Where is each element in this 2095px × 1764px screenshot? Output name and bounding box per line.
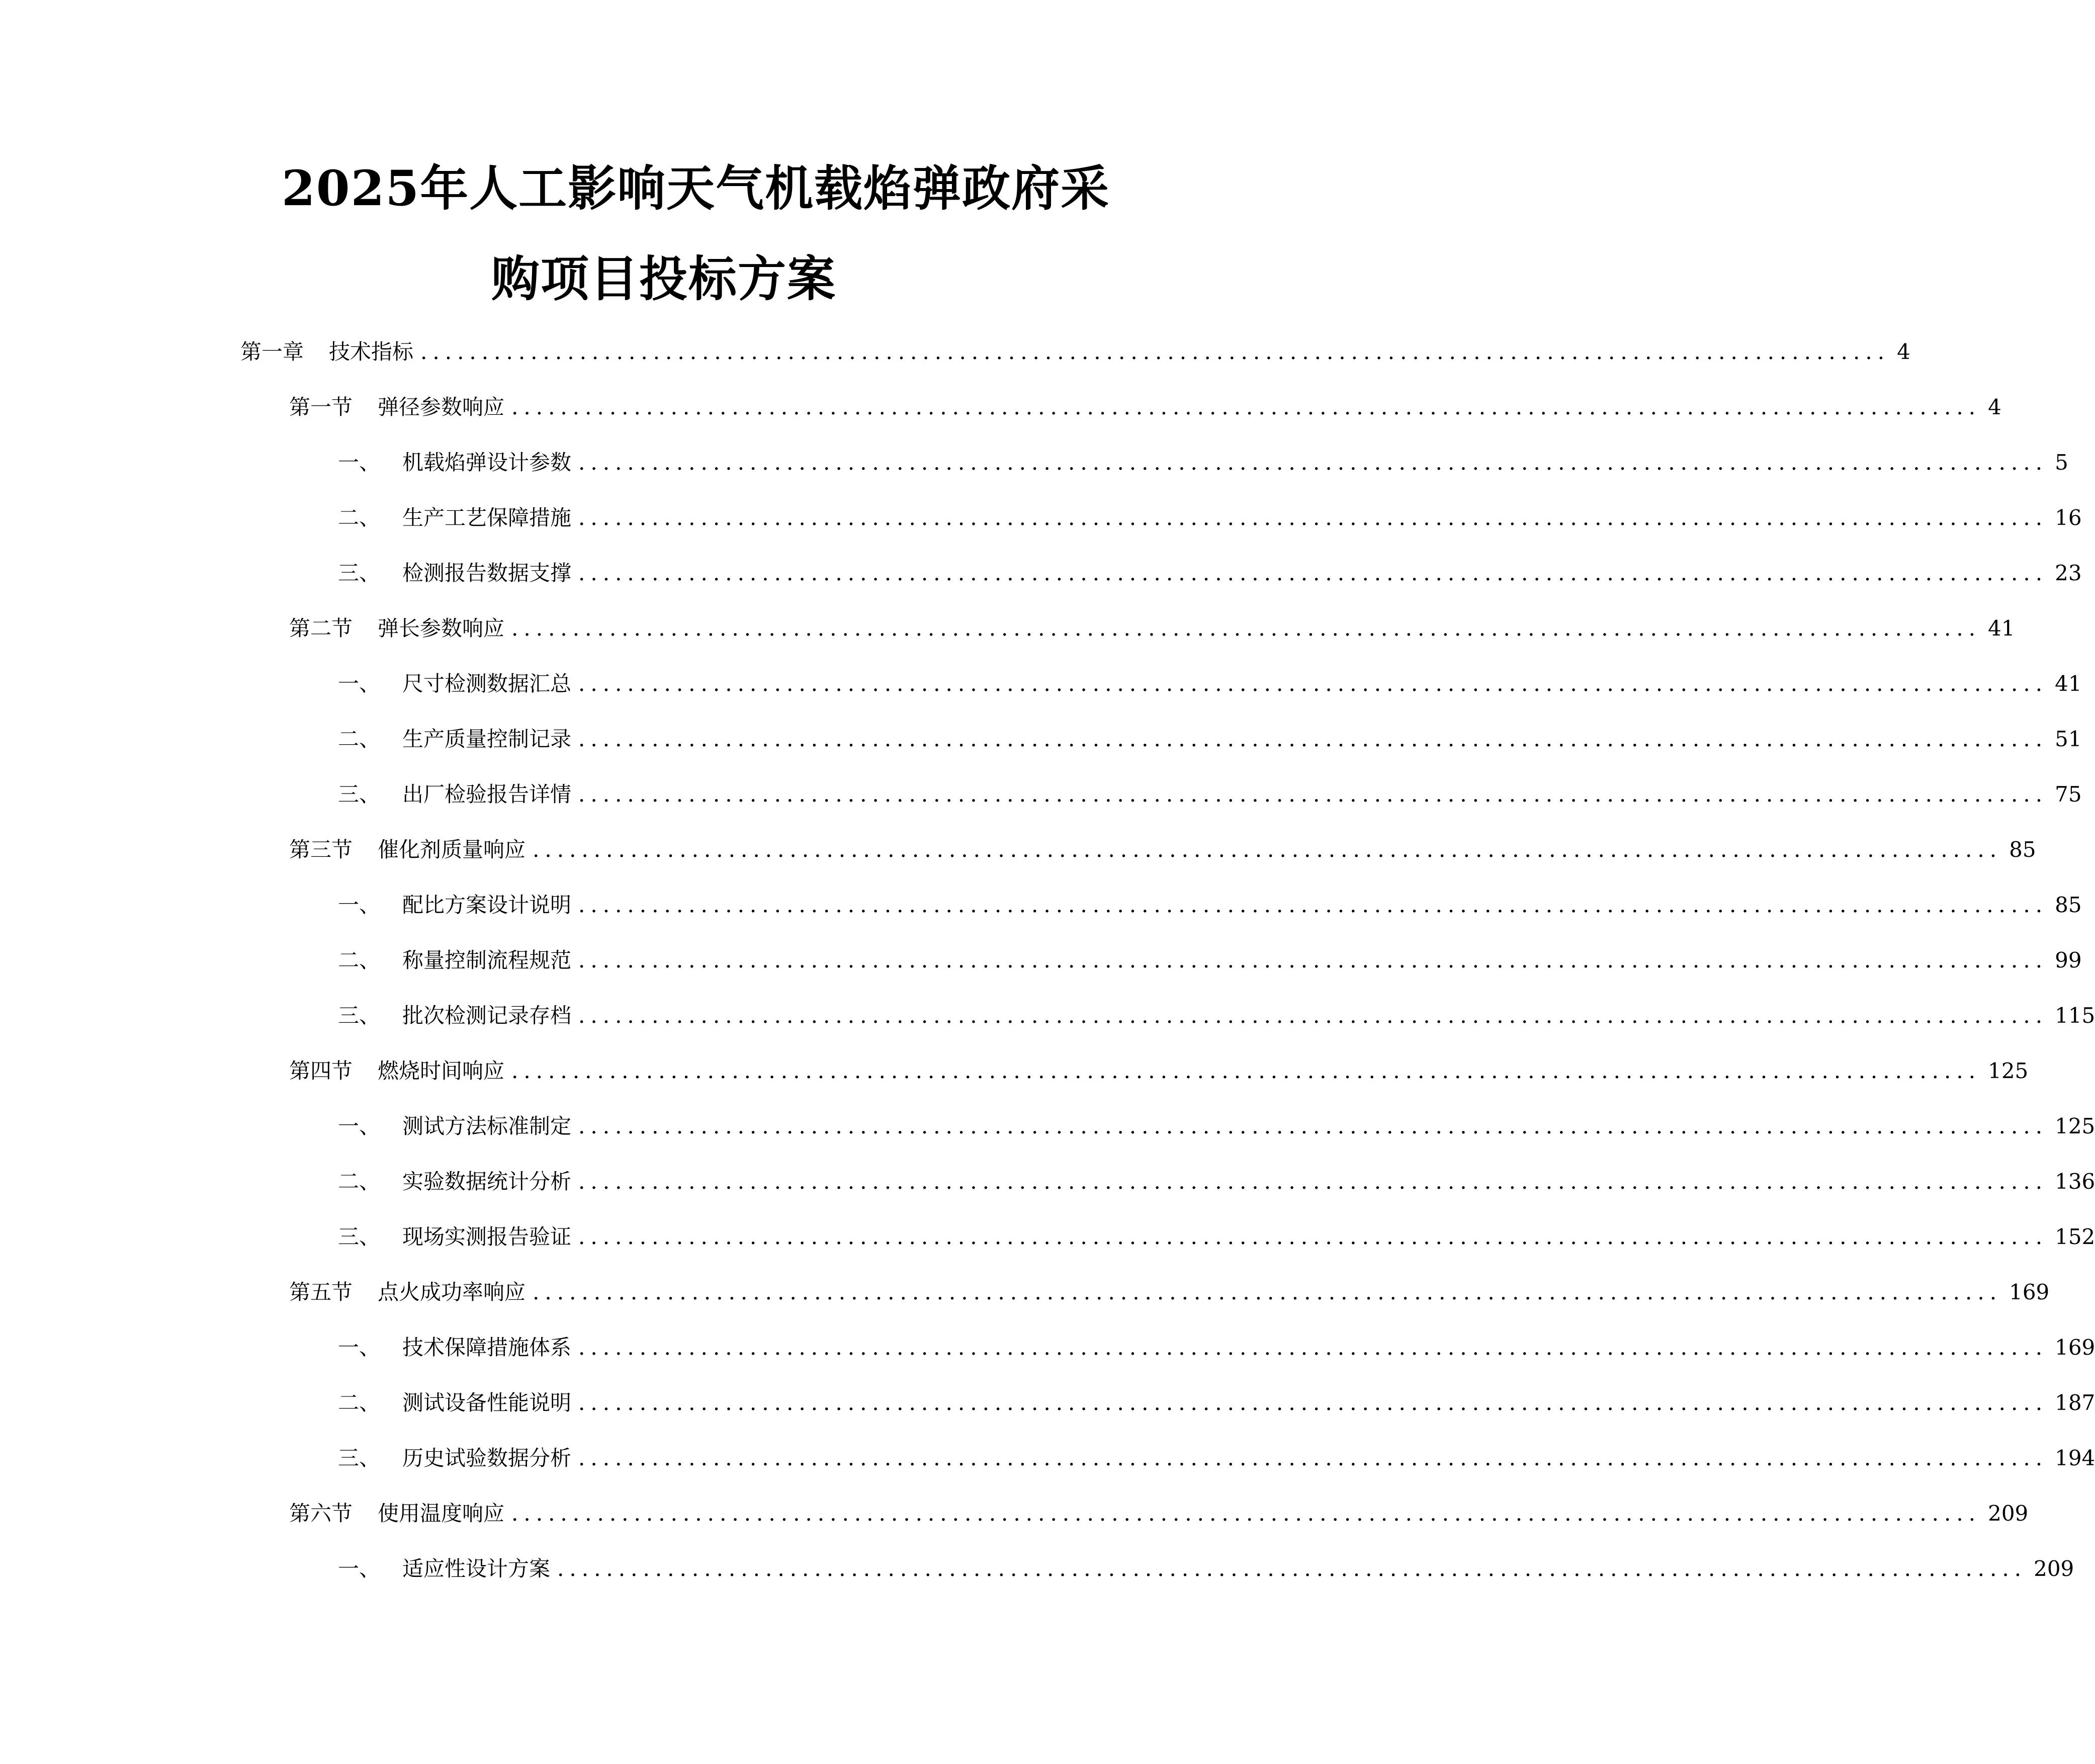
toc-entry-page: 136 — [2055, 1169, 2095, 1194]
toc-entry-number: 第一章 — [240, 339, 304, 364]
toc-entry[interactable] — [289, 1277, 2050, 1307]
toc-entry-label: 称量控制流程规范 — [402, 948, 572, 973]
toc-entry-number: 三、 — [338, 1446, 381, 1470]
toc-entry-number: 二、 — [338, 727, 381, 751]
toc-entry[interactable] — [338, 779, 2082, 810]
toc-leader-dots: ........................................................................................................................ — [511, 1501, 1981, 1526]
toc-entry[interactable] — [338, 1333, 2095, 1363]
toc-leader-dots: ........................................................................................................................ — [511, 1059, 1981, 1083]
toc-entry-number: 三、 — [338, 782, 381, 807]
toc-entry[interactable] — [338, 1222, 2095, 1252]
toc-entry-label: 技术指标 — [329, 339, 414, 364]
toc-entry-label: 技术保障措施体系 — [402, 1335, 572, 1360]
toc-entry[interactable] — [338, 558, 2082, 588]
toc-entry-label: 使用温度响应 — [378, 1501, 505, 1526]
toc-entry[interactable] — [338, 1443, 2095, 1473]
toc-entry-page: 169 — [2055, 1335, 2095, 1360]
toc-entry-label: 现场实测报告验证 — [402, 1224, 572, 1249]
toc-entry-label: 实验数据统计分析 — [402, 1169, 572, 1194]
toc-leader-dots: ........................................................................................................................ — [578, 948, 2048, 973]
toc-entry[interactable] — [289, 613, 2015, 644]
toc-entry-number: 一、 — [338, 893, 381, 917]
toc-entry[interactable] — [289, 1498, 2029, 1529]
toc-entry-label: 配比方案设计说明 — [402, 893, 572, 917]
toc-entry[interactable] — [289, 392, 2001, 422]
toc-entry-number: 三、 — [338, 1224, 381, 1249]
toc-entry[interactable] — [289, 1056, 2029, 1086]
toc-entry-page: 85 — [2009, 837, 2036, 862]
toc-entry-number: 三、 — [338, 561, 381, 585]
toc-leader-dots: ........................................................................................................................ — [578, 505, 2048, 530]
toc-entry-page: 41 — [2055, 671, 2082, 696]
toc-entry[interactable] — [338, 1167, 2095, 1197]
toc-entry-page: 16 — [2055, 505, 2082, 530]
toc-entry-label: 弹径参数响应 — [378, 395, 505, 419]
toc-entry-page: 125 — [1988, 1059, 2029, 1083]
toc-leader-dots: ........................................................................................................................ — [420, 339, 1890, 364]
toc-entry-page: 23 — [2055, 561, 2082, 585]
toc-entry-page: 209 — [1988, 1501, 2029, 1526]
toc-entry-label: 燃烧时间响应 — [378, 1059, 505, 1083]
toc-leader-dots: ........................................................................................................................ — [557, 1556, 2027, 1581]
toc-entry-label: 测试方法标准制定 — [402, 1114, 572, 1138]
toc-leader-dots: ........................................................................................................................ — [533, 837, 2002, 862]
toc-entry[interactable] — [338, 1111, 2095, 1141]
toc-entry-label: 生产工艺保障措施 — [402, 505, 572, 530]
toc-leader-dots: ........................................................................................................................ — [578, 1003, 2048, 1028]
toc-entry[interactable] — [338, 890, 2082, 920]
toc-entry-number: 第一节 — [289, 395, 353, 419]
toc-leader-dots: ........................................................................................................................ — [578, 1114, 2048, 1138]
toc-entry-label: 催化剂质量响应 — [378, 837, 526, 862]
toc-entry[interactable] — [338, 448, 2068, 478]
toc-entry-label: 点火成功率响应 — [378, 1280, 526, 1304]
toc-entry-label: 测试设备性能说明 — [402, 1390, 572, 1415]
toc-entry-page: 41 — [1988, 616, 2015, 641]
toc-entry-page: 187 — [2055, 1390, 2095, 1415]
toc-entry-number: 第六节 — [289, 1501, 353, 1526]
toc-entry-page: 99 — [2055, 948, 2082, 973]
toc-entry[interactable] — [240, 337, 1910, 367]
toc-entry[interactable] — [289, 835, 2036, 865]
toc-entry-page: 51 — [2055, 727, 2082, 751]
toc-leader-dots: ........................................................................................................................ — [578, 450, 2048, 475]
toc-entry-number: 一、 — [338, 671, 381, 696]
toc-entry-number: 第四节 — [289, 1059, 353, 1083]
toc-entry-number: 一、 — [338, 1114, 381, 1138]
toc-leader-dots: ........................................................................................................................ — [578, 1224, 2048, 1249]
toc-entry-label: 批次检测记录存档 — [402, 1003, 572, 1028]
toc-entry-number: 二、 — [338, 1169, 381, 1194]
toc-entry-page: 169 — [2009, 1280, 2050, 1304]
toc-entry-number: 三、 — [338, 1003, 381, 1028]
document-title-line-2: 购项目投标方案 — [491, 250, 836, 307]
toc-entry-page: 125 — [2055, 1114, 2095, 1138]
toc-entry-page: 85 — [2055, 893, 2082, 917]
toc-entry-page: 4 — [1988, 395, 2001, 419]
toc-entry[interactable] — [338, 1554, 2074, 1584]
toc-entry[interactable] — [338, 1001, 2095, 1031]
toc-entry-page: 5 — [2055, 450, 2068, 475]
toc-entry[interactable] — [338, 945, 2082, 976]
toc-leader-dots: ........................................................................................................................ — [578, 893, 2048, 917]
toc-leader-dots: ........................................................................................................................ — [578, 671, 2048, 696]
toc-entry-number: 二、 — [338, 1390, 381, 1415]
toc-leader-dots: ........................................................................................................................ — [533, 1280, 2002, 1304]
toc-entry-number: 一、 — [338, 1556, 381, 1581]
toc-leader-dots: ........................................................................................................................ — [578, 1446, 2048, 1470]
toc-entry-number: 第三节 — [289, 837, 353, 862]
toc-entry-label: 检测报告数据支撑 — [402, 561, 572, 585]
toc-leader-dots: ........................................................................................................................ — [578, 782, 2048, 807]
toc-entry-number: 第二节 — [289, 616, 353, 641]
toc-leader-dots: ........................................................................................................................ — [578, 1169, 2048, 1194]
toc-entry-page: 115 — [2055, 1003, 2095, 1028]
toc-entry-page: 75 — [2055, 782, 2082, 807]
toc-entry-page: 152 — [2055, 1224, 2095, 1249]
toc-entry-number: 第五节 — [289, 1280, 353, 1304]
toc-entry-label: 弹长参数响应 — [378, 616, 505, 641]
toc-entry-label: 历史试验数据分析 — [402, 1446, 572, 1470]
toc-entry-label: 生产质量控制记录 — [402, 727, 572, 751]
toc-entry-number: 一、 — [338, 1335, 381, 1360]
toc-entry[interactable] — [338, 724, 2082, 754]
toc-leader-dots: ........................................................................................................................ — [578, 1390, 2048, 1415]
toc-leader-dots: ........................................................................................................................ — [578, 727, 2048, 751]
toc-entry[interactable] — [338, 669, 2082, 699]
toc-leader-dots: ........................................................................................................................ — [578, 561, 2048, 585]
toc-leader-dots: ........................................................................................................................ — [578, 1335, 2048, 1360]
toc-leader-dots: ........................................................................................................................ — [511, 616, 1981, 641]
toc-entry-number: 二、 — [338, 948, 381, 973]
toc-entry-page: 194 — [2055, 1446, 2095, 1470]
toc-leader-dots: ........................................................................................................................ — [511, 395, 1981, 419]
toc-entry-label: 适应性设计方案 — [402, 1556, 551, 1581]
toc-entry[interactable] — [338, 503, 2082, 533]
toc-entry[interactable] — [338, 1388, 2095, 1418]
toc-entry-number: 一、 — [338, 450, 381, 475]
toc-entry-label: 尺寸检测数据汇总 — [402, 671, 572, 696]
toc-entry-number: 二、 — [338, 505, 381, 530]
toc-entry-label: 出厂检验报告详情 — [402, 782, 572, 807]
toc-entry-page: 209 — [2034, 1556, 2074, 1581]
toc-entry-label: 机载焰弹设计参数 — [402, 450, 572, 475]
toc-entry-page: 4 — [1897, 339, 1910, 364]
document-title-line-1: 2025年人工影响天气机载焰弹政府采 — [282, 160, 1110, 217]
